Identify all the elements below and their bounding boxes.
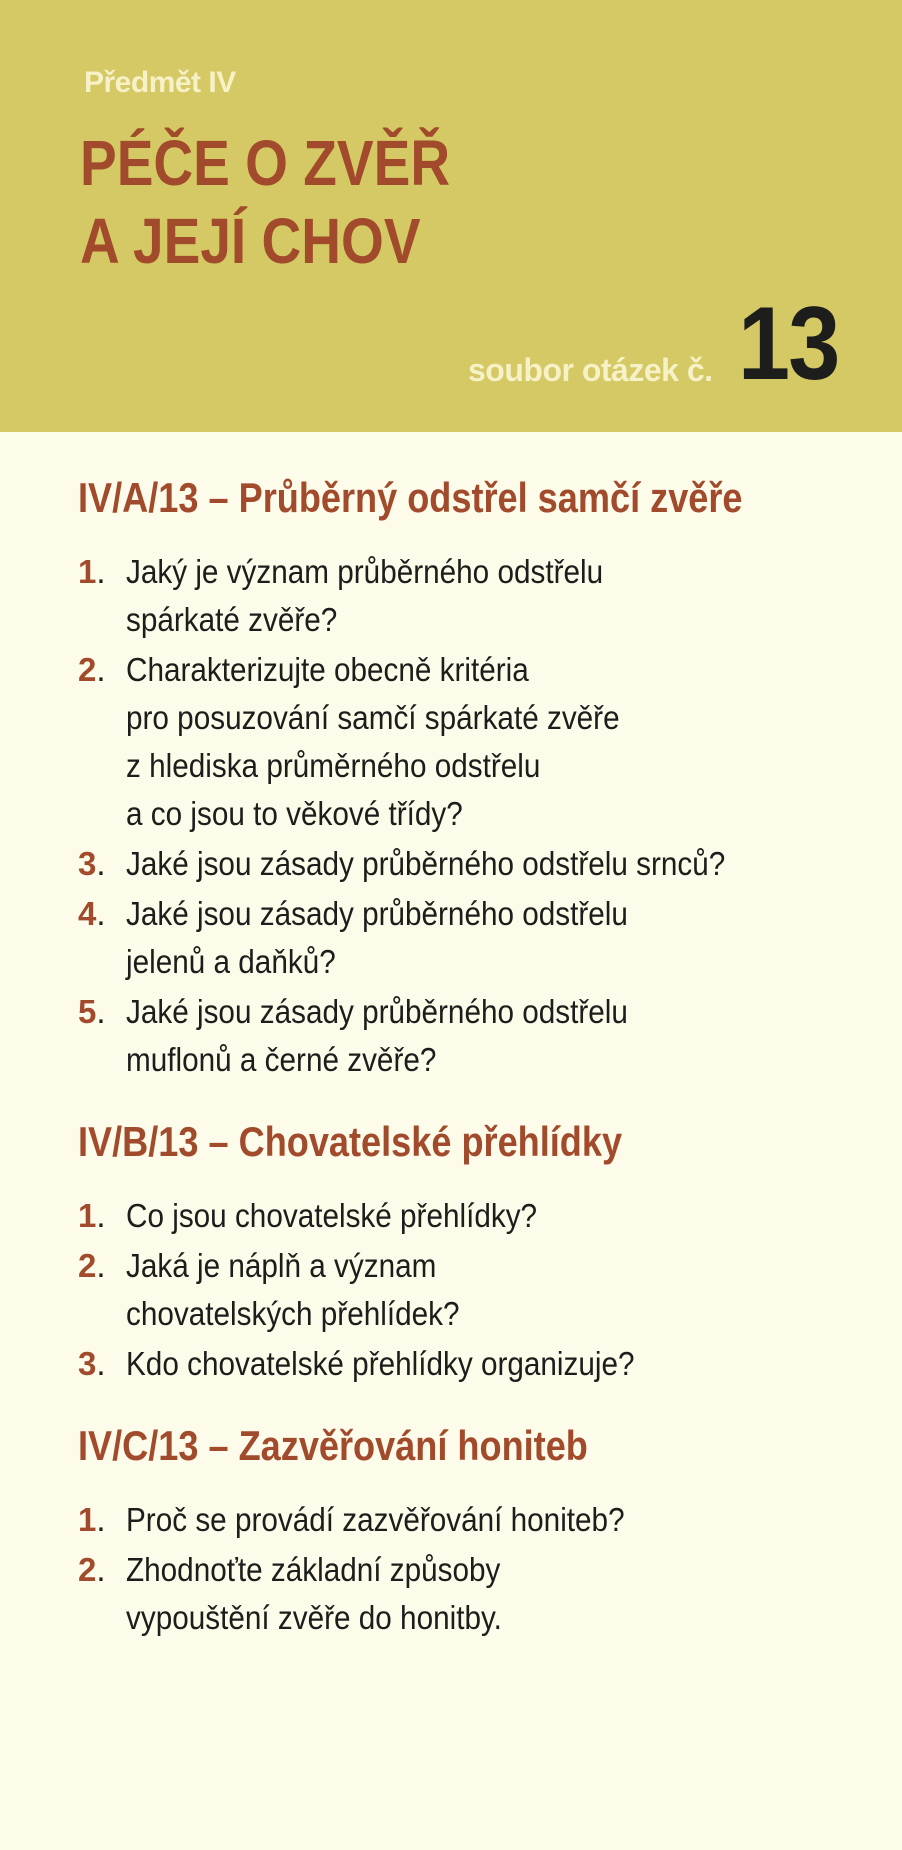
question-set-label: soubor otázek č. [468, 352, 713, 388]
section-a [78, 470, 878, 1084]
header-banner [0, 0, 902, 432]
question-number: 1 [78, 553, 97, 590]
section-b [78, 1114, 878, 1388]
page-title [80, 124, 450, 280]
question-text: Jaké jsou zásady průběrného odstřelu srnců? [126, 845, 726, 882]
question-text: Jaké jsou zásady průběrného odstřelu muflonů a černé zvěře? [126, 993, 628, 1078]
question-text: Kdo chovatelské přehlídky organizuje? [126, 1345, 635, 1382]
subject-label: Předmět IV [84, 66, 236, 99]
question-item: 2. Zhodnoťte základní způsoby vypouštění zvěře do honitby. [78, 1546, 878, 1642]
question-number: 3 [78, 845, 97, 882]
question-number: 2 [78, 1247, 97, 1284]
question-item: 4. Jaké jsou zásady průběrného odstřelu jelenů a daňků? [78, 890, 878, 986]
section-c [78, 1418, 878, 1642]
title-line-2: A JEJÍ CHOV [80, 205, 421, 277]
question-number: 1 [78, 1501, 97, 1538]
question-text: Zhodnoťte základní způsoby vypouštění zvěře do honitby. [126, 1551, 502, 1636]
question-number: 5 [78, 993, 97, 1030]
question-item: 1. Proč se provádí zazvěřování honiteb? [78, 1496, 878, 1544]
question-text: Charakterizujte obecně kritéria pro posuzování samčí spárkaté zvěře z hlediska průměrného odstřelu a co jsou to věkové třídy? [126, 651, 620, 832]
question-number: 2 [78, 651, 97, 688]
section-title: IV/A/13 – Průběrný odstřel samčí zvěře [78, 474, 743, 521]
question-text: Proč se provádí zazvěřování honiteb? [126, 1501, 625, 1538]
section-title: IV/B/13 – Chovatelské přehlídky [78, 1118, 623, 1165]
title-line-1: PÉČE O ZVĚŘ [80, 127, 451, 199]
question-set-number: 13 [738, 286, 839, 402]
question-text: Jaký je význam průběrného odstřelu spárkaté zvěře? [126, 553, 604, 638]
question-text: Co jsou chovatelské přehlídky? [126, 1197, 538, 1234]
question-item: 5. Jaké jsou zásady průběrného odstřelu muflonů a černé zvěře? [78, 988, 878, 1084]
question-number: 4 [78, 895, 97, 932]
question-item: 3. Kdo chovatelské přehlídky organizuje? [78, 1340, 878, 1388]
section-title: IV/C/13 – Zazvěřování honiteb [78, 1422, 588, 1469]
question-text: Jaké jsou zásady průběrného odstřelu jelenů a daňků? [126, 895, 628, 980]
question-item: 2. Charakterizujte obecně kritéria pro posuzování samčí spárkaté zvěře z hlediska průměrného odstřelu a co jsou to věkové třídy? [78, 646, 878, 838]
question-number: 3 [78, 1345, 97, 1382]
question-number: 2 [78, 1551, 97, 1588]
question-item: 1. Co jsou chovatelské přehlídky? [78, 1192, 878, 1240]
question-number: 1 [78, 1197, 97, 1234]
questions-content [78, 470, 878, 1672]
question-item: 1. Jaký je význam průběrného odstřelu spárkaté zvěře? [78, 548, 878, 644]
question-item: 2. Jaká je náplň a význam chovatelských přehlídek? [78, 1242, 878, 1338]
question-text: Jaká je náplň a význam chovatelských přehlídek? [126, 1247, 460, 1332]
question-item: 3. Jaké jsou zásady průběrného odstřelu srnců? [78, 840, 878, 888]
